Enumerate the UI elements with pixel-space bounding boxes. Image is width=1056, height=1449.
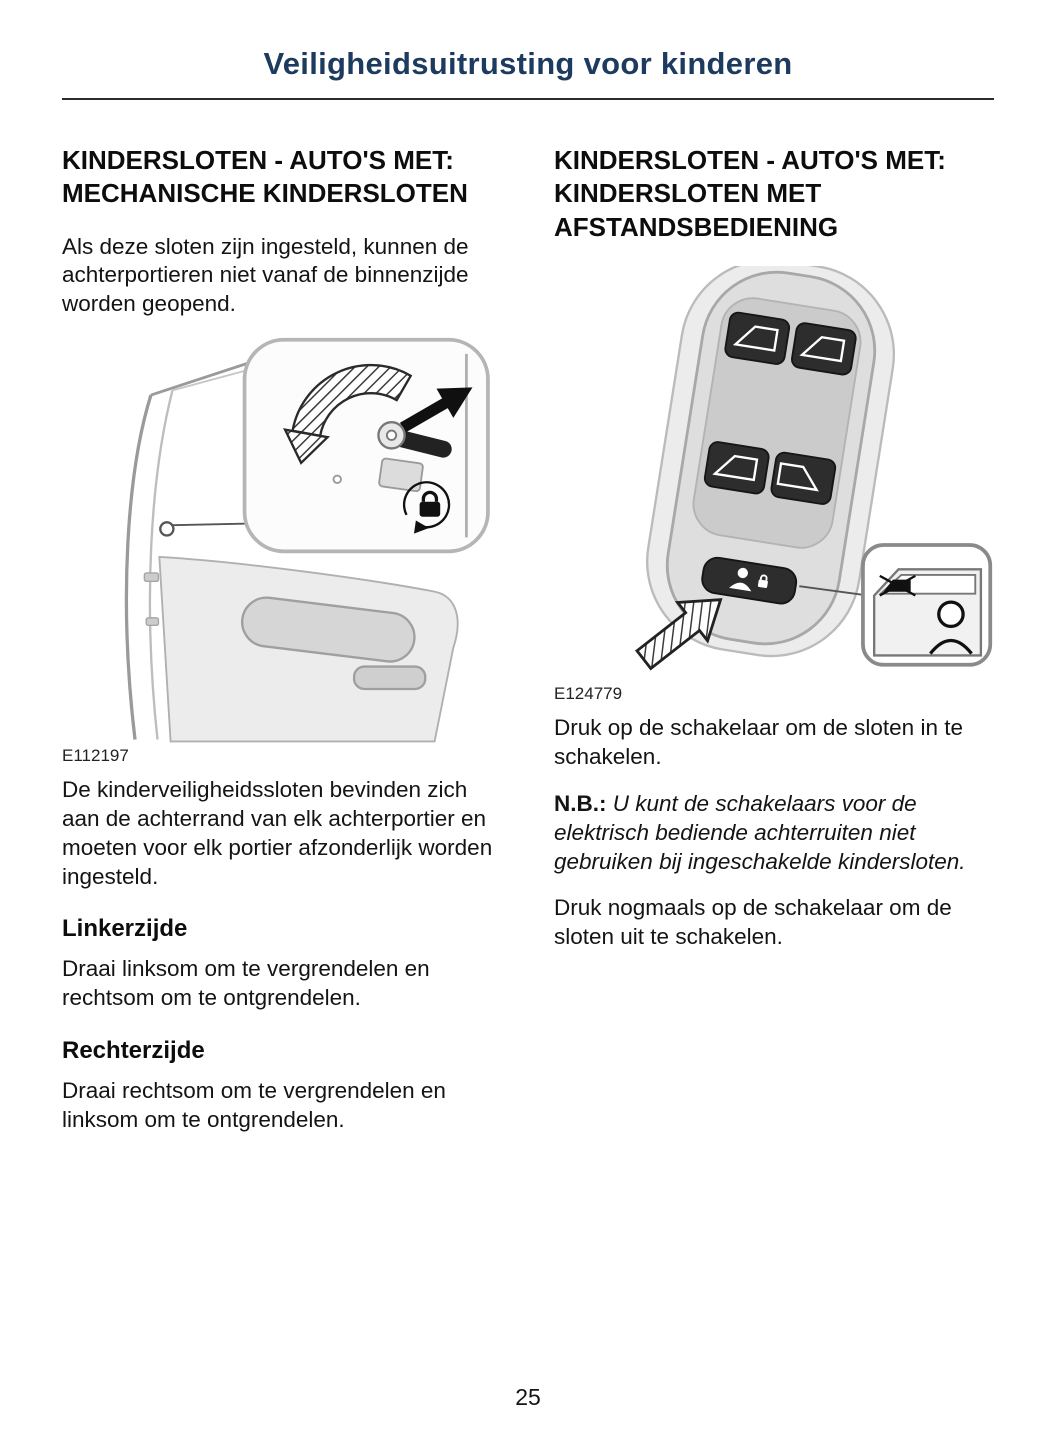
figure-window-switch-panel xyxy=(554,266,994,705)
section-heading-remote-locks: KINDERSLOTEN - AUTO'S MET: KINDERSLOTEN MET AFSTANDSBEDIENING xyxy=(554,145,946,242)
note-label: N.B.: xyxy=(554,790,607,816)
page-title: Veiligheidsuitrusting voor kinderen xyxy=(263,46,793,81)
body-paragraph: De kinderveiligheidssloten bevinden zich aan de achterrand van elk achterportier en moeten voor elk portier afzonderlijk worden ingesteld. xyxy=(62,777,493,889)
callout-box xyxy=(863,545,990,665)
figure-door-child-lock xyxy=(62,337,502,766)
window-switch-rear-right xyxy=(770,451,836,505)
deactivate-paragraph: Druk nogmaals op de schakelaar om de sloten uit te schakelen. xyxy=(554,895,952,950)
note-text: U kunt de schakelaars voor de elektrisch bediende achterruiten niet gebruiken bij ingeschakelde kindersloten. xyxy=(554,790,966,874)
door-lock-illustration xyxy=(62,337,502,744)
window-switch-rear-left xyxy=(704,441,770,495)
intro-paragraph: Als deze sloten zijn ingesteld, kunnen de achterportieren niet vanaf de binnenzijde worden geopend. xyxy=(62,233,469,317)
figure-label: E112197 xyxy=(62,746,129,766)
subheading-left-side: Linkerzijde xyxy=(62,915,188,943)
left-column xyxy=(62,144,502,1153)
subheading-right-side: Rechterzijde xyxy=(62,1036,205,1064)
lock-location-marker xyxy=(160,522,173,535)
header-rule xyxy=(62,98,994,100)
activate-paragraph: Druk op de schakelaar om de sloten in te schakelen. xyxy=(554,715,963,770)
latch-plate xyxy=(379,458,424,492)
left-side-instructions: Draai linksom om te vergrendelen en rechtsom om te ontgrendelen. xyxy=(62,956,430,1011)
magnifier-inset xyxy=(245,340,488,552)
two-column-layout xyxy=(62,144,994,1153)
window-switch-front-right xyxy=(791,322,857,376)
figure-label: E124779 xyxy=(554,684,623,704)
right-column xyxy=(554,144,994,1153)
page-number: 25 xyxy=(515,1384,541,1410)
door-handle xyxy=(354,666,425,688)
section-heading-mechanical-locks: KINDERSLOTEN - AUTO'S MET: MECHANISCHE KINDERSLOTEN xyxy=(62,145,468,209)
window-switch-front-left xyxy=(724,311,790,365)
page-header xyxy=(62,46,994,100)
note-paragraph xyxy=(554,790,994,876)
window-switch-illustration xyxy=(554,266,994,683)
right-side-instructions: Draai rechtsom om te vergrendelen en linksom om te ontgrendelen. xyxy=(62,1077,446,1132)
